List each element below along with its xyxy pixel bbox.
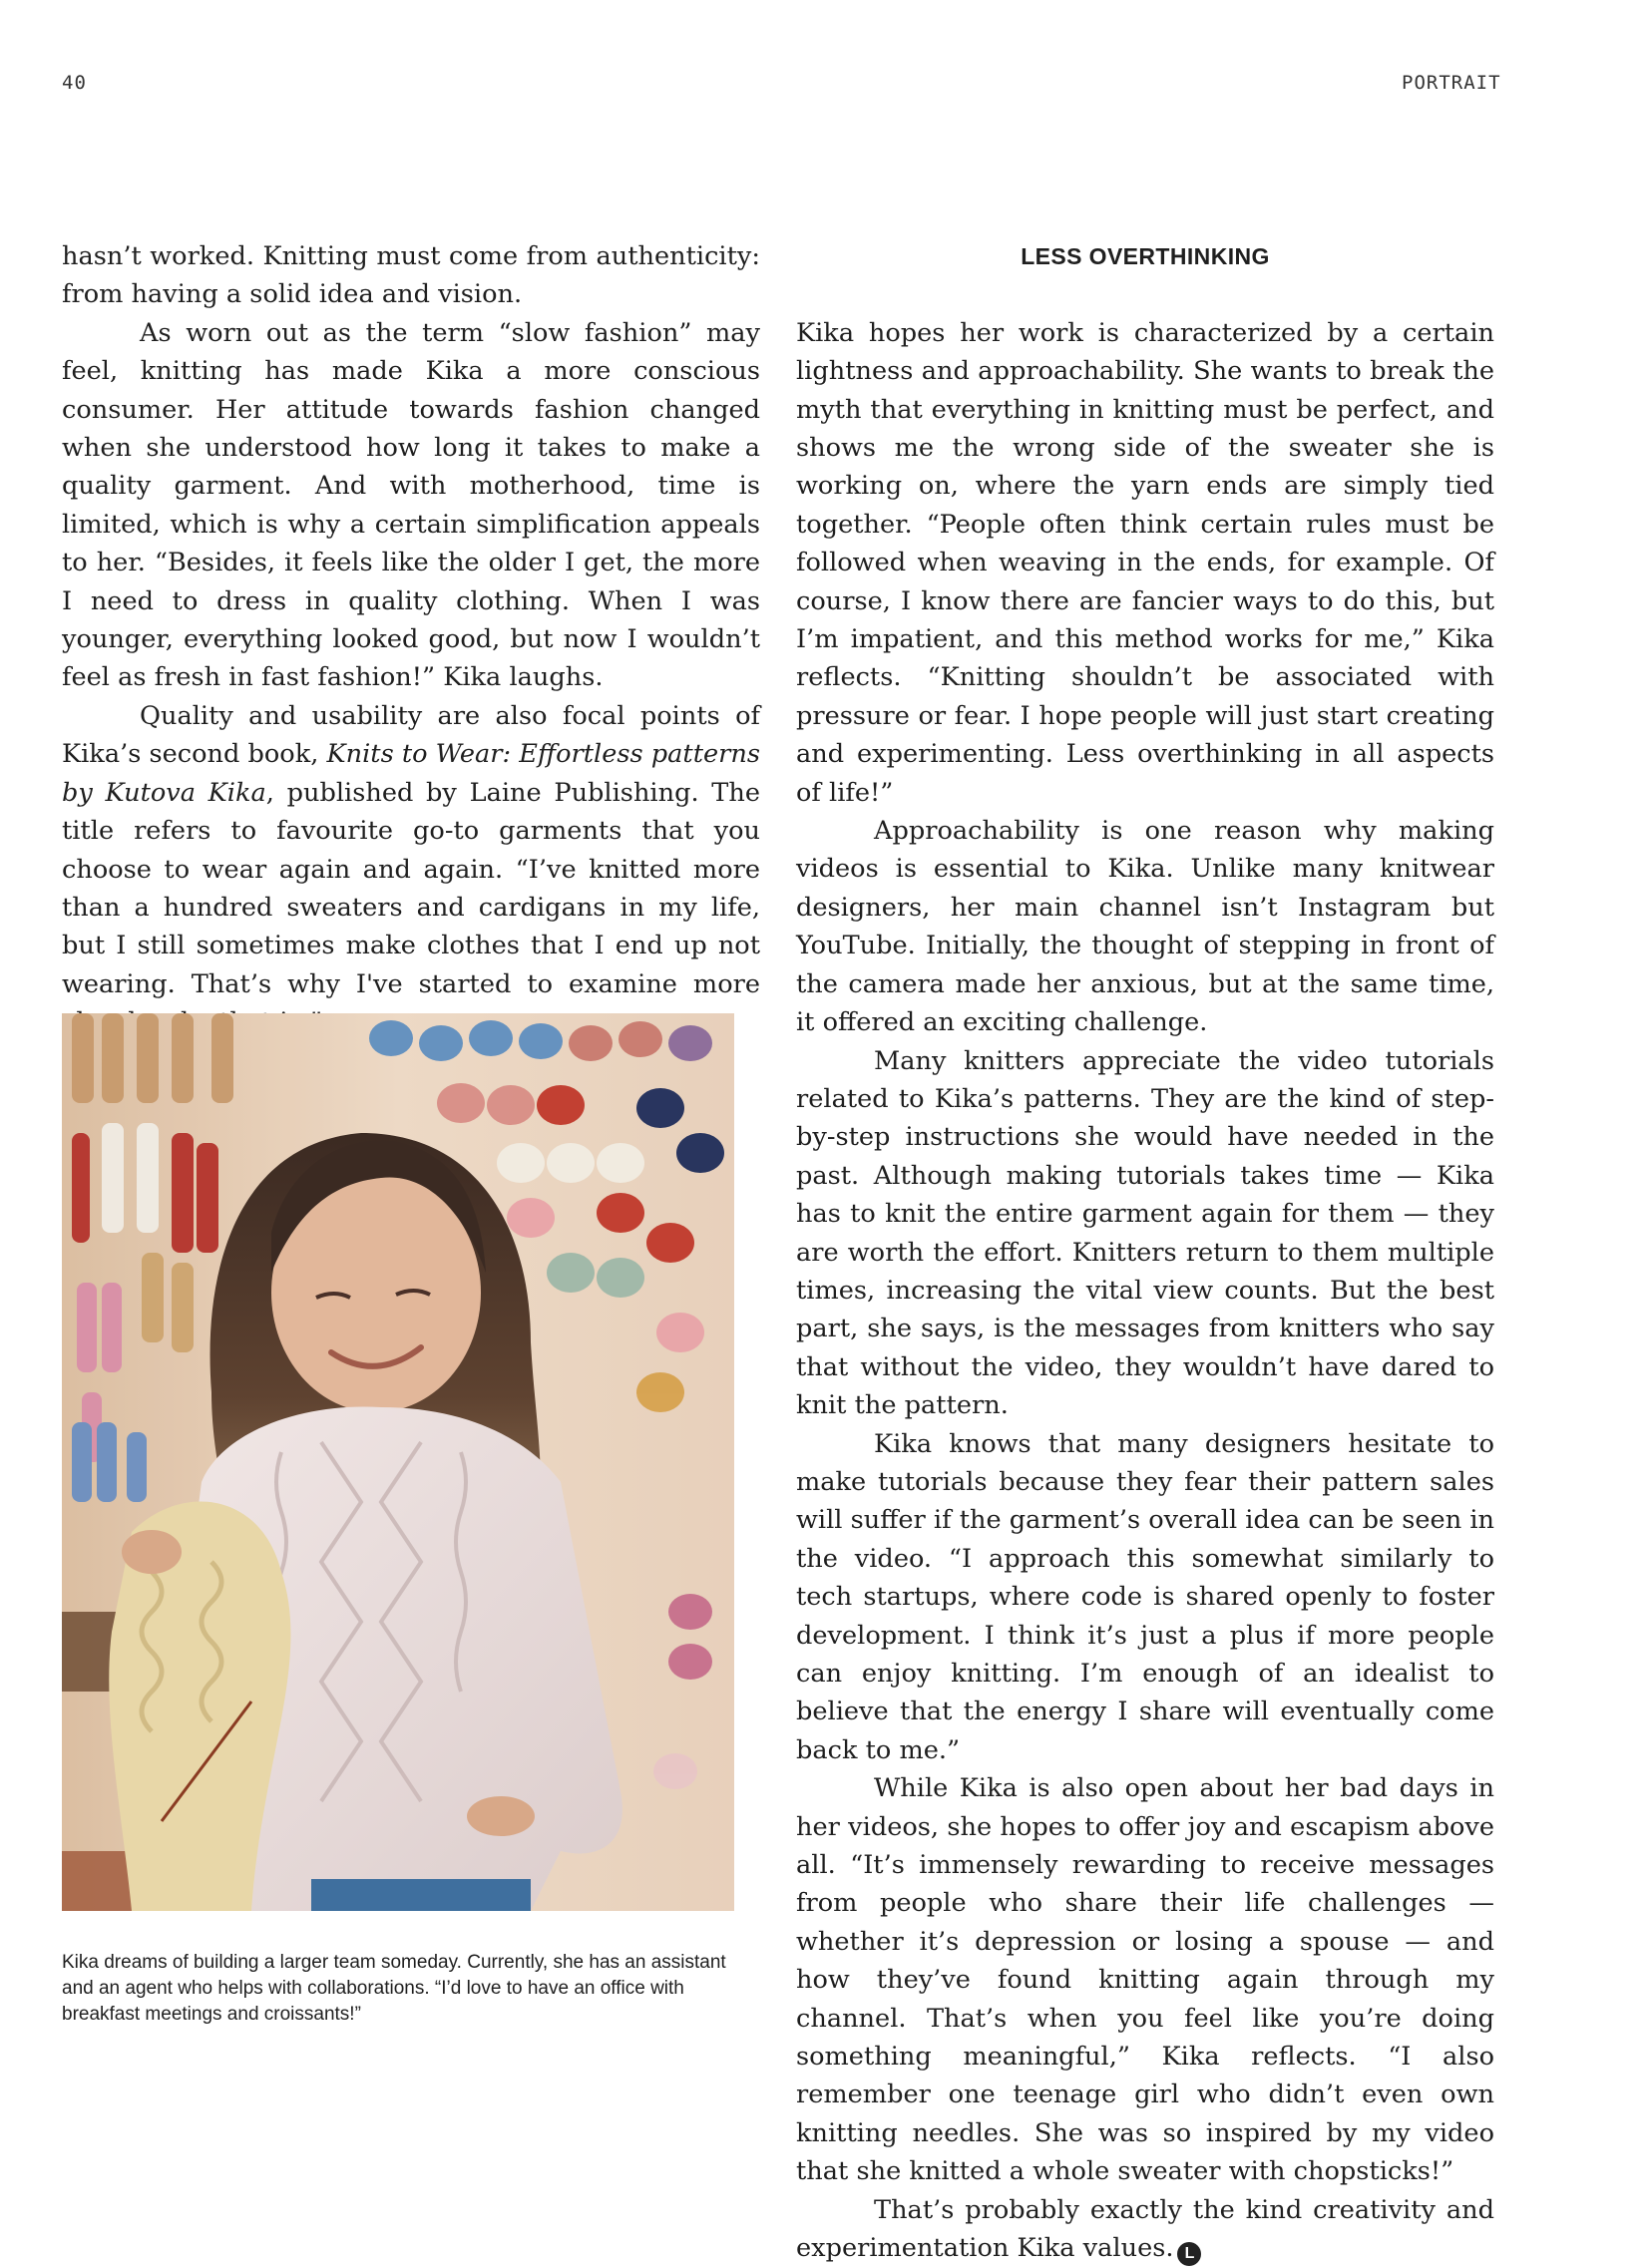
paragraph-text: That’s probably exactly the kind creativity and experimentation Kika values. (796, 2194, 1494, 2264)
paragraph: Approachability is one reason why making videos is essential to Kika. Unlike many knitwear designers, her main channel isn’t Instagram but YouTube. Initially, the thought of stepping in front of the camera made her anxious, but at the same time, it offered an exciting challenge. (796, 816, 1494, 1038)
photo-caption: Kika dreams of building a larger team someday. Currently, she has an assistant and an agent who helps with collaborations. “I’d love to have an office with breakfast meetings and croissants!” (62, 1952, 726, 2025)
left-column (62, 237, 760, 1042)
paragraph: While Kika is also open about her bad days in her videos, she hopes to offer joy and escapism above all. “It’s immensely rewarding to receive messages from people who share their life challenges — whether it’s depression or losing a spouse — and how they’ve found knitting again through my channel. That’s when you feel like you’re doing something meaningful,” Kika reflects. “I also remember one teenage girl who didn’t even own knitting needles. She was so inspired by my video that she knitted a whole sweater with chopsticks!” (796, 1773, 1494, 2187)
portrait-illustration (62, 1013, 734, 1911)
page-number: 40 (62, 72, 87, 94)
paragraph (62, 697, 760, 1042)
paragraph: As worn out as the term “slow fashion” may feel, knitting has made Kika a more conscious consumer. Her attitude towards fashion changed when she understood how long it takes to make a quality garment. And with motherhood, time is limited, which is why a certain simplification appeals to her. “Besides, it feels like the older I get, the more I need to dress in quality clothing. When I was younger, everything looked good, but now I wouldn’t feel as fresh in fast fashion!” Kika laughs. (62, 317, 760, 693)
right-column (796, 237, 1494, 2268)
paragraph (796, 2191, 1494, 2268)
paragraph: hasn’t worked. Knitting must come from authenticity: from having a solid idea and vision. (62, 241, 760, 310)
section-subheading: LESS OVERTHINKING (1021, 243, 1270, 269)
paragraph-text: , published by Laine Publishing. The title refers to favourite go-to garments that you choose to wear again and again. “I’ve knitted more than a hundred sweaters and cardigans in my life, but I still sometimes make clothes that I end up not wearing. That’s why I've started to examine more (62, 777, 761, 999)
paragraph: Kika knows that many designers hesitate to make tutorials because they fear their pattern sales will suffer if the garment’s overall idea can be seen in the video. “I approach this somewhat similarly to tech startups, where code is shared openly to foster development. I think it’s just a plus if more people can enjoy knitting. I’m enough of an idealist to believe that the energy I share will eventually come back to me.” (796, 1428, 1494, 1765)
section-label: PORTRAIT (1402, 72, 1501, 94)
paragraph: Many knitters appreciate the video tutorials related to Kika’s patterns. They are the kind of step-by-step instructions she would have needed in the past. Although making tutorials takes time — Kika has to knit the entire garment again for them — they are worth the effort. Knitters return to them multiple times, increasing the vital view counts. But the best part, she says, is the messages from knitters who say that without the video, they wouldn’t have dared to knit the pattern. (796, 1045, 1494, 1421)
paragraph: Kika hopes her work is characterized by a certain lightness and approachability. She wants to break the myth that everything in knitting must be perfect, and shows me the wrong side of the sweater she is working on, where the yarn ends are simply tied together. “People often think certain rules must be followed when weaving in the ends, for example. Of course, I know there are fancier ways to do this, but I’m impatient, and this method works for me,” Kika reflects. “Knitting shouldn’t be associated with pressure or fear. I hope people will just start creating and experimenting. Less overthinking in all aspects of life!” (796, 317, 1494, 808)
end-mark-icon: L (1177, 2242, 1201, 2266)
portrait-photo (62, 1013, 734, 1911)
book-title: Knits to Wear: Effortless patterns by Kutova Kika (62, 739, 760, 808)
paragraph-text: Quality and usability are also focal points of Kika’s second book, (62, 700, 760, 770)
